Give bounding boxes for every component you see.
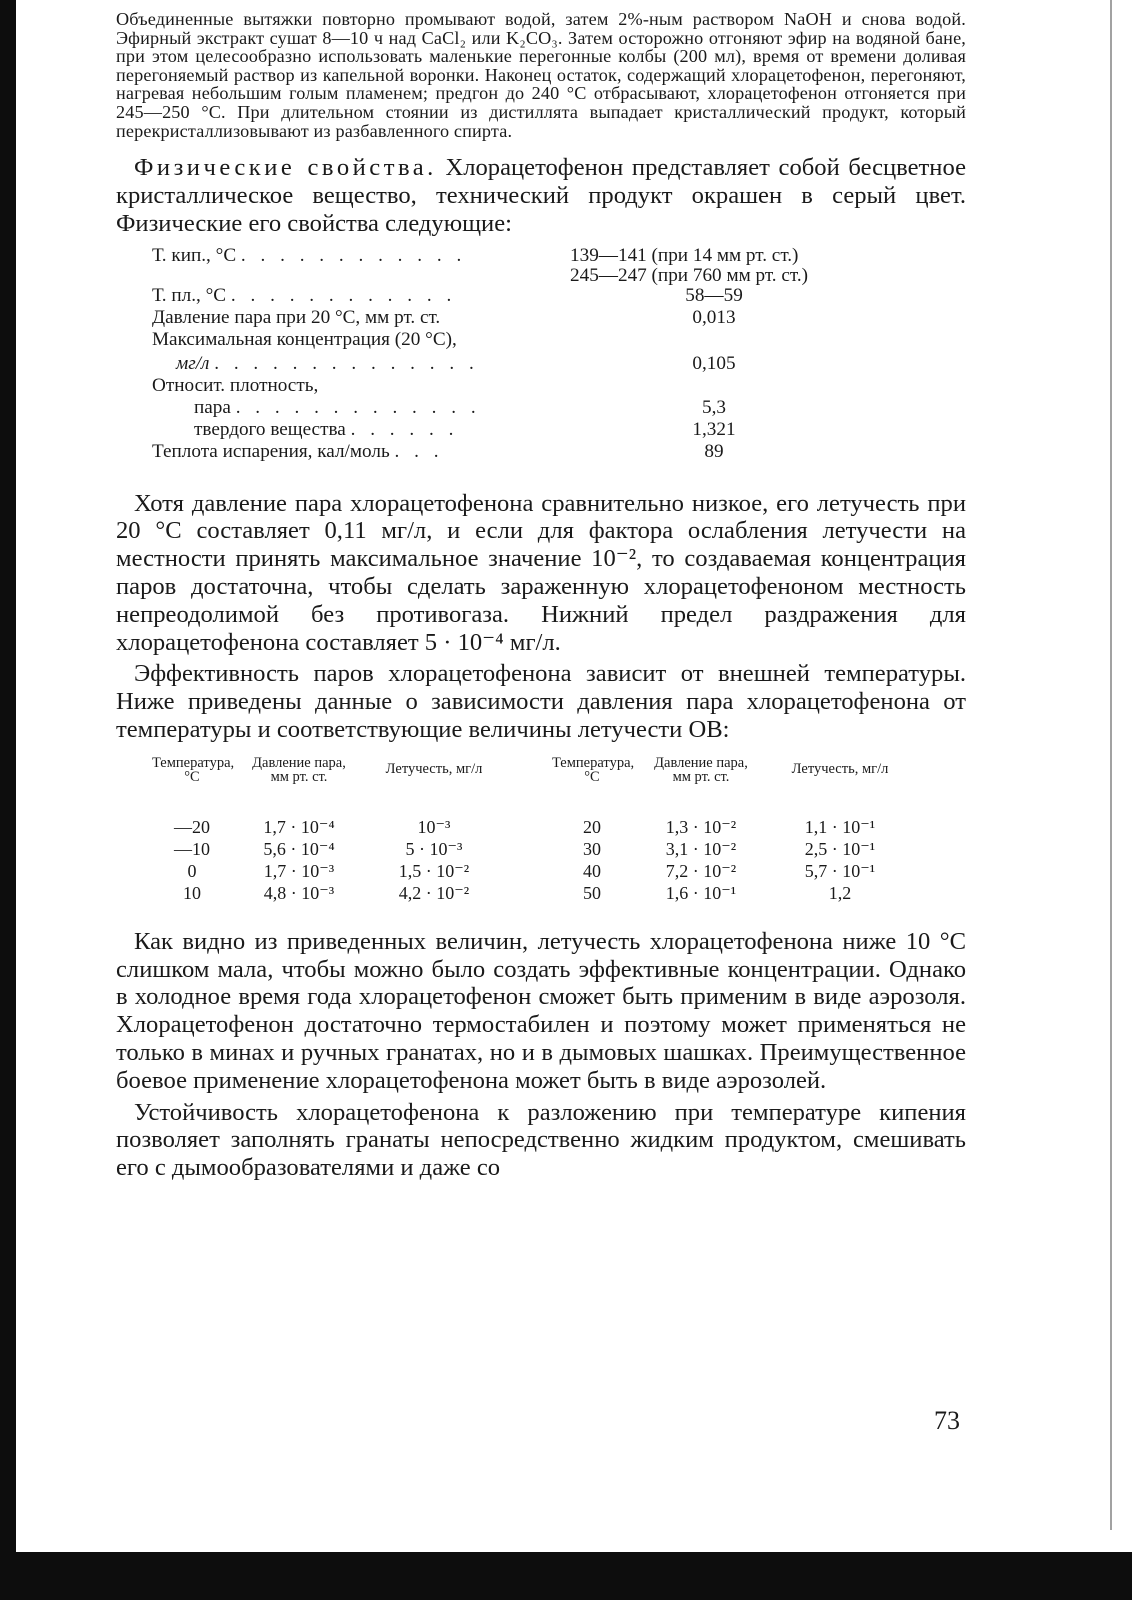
table-cell-temp: 30 [583,838,601,859]
table-cell-volatility: 4,2 · 10⁻² [398,882,470,903]
table-cell-volatility: 5 · 10⁻³ [405,838,463,859]
stability-paragraph: Устойчивость хлорацетофенона к разложению при температуре кипения позволяет заполнять гранаты непосредственно жидким продуктом, смешивать его с дымообразователями и даже со [116,1098,966,1182]
page-content [116,10,966,1182]
heat-row: Теплота испарения, кал/моль . . . [152,440,444,462]
table-cell-temp: 20 [583,816,601,837]
boiling-point-value-2: 245—247 (при 760 мм рт. ст.) [570,264,809,286]
max-concentration-unit-row: мг/л . . . . . . . . . . . . . . [176,352,479,374]
table-cell-volatility: 2,5 · 10⁻¹ [804,838,876,859]
density-solid-value: 1,321 [692,418,736,440]
density-solid-row: твердого вещества . . . . . . [194,418,459,440]
table-cell-pressure: 1,6 · 10⁻¹ [665,882,737,903]
table-cell-temp: 40 [583,860,601,881]
page-number: 73 [934,1406,960,1435]
table-cell-volatility: 5,7 · 10⁻¹ [804,860,876,881]
vapor-pressure-label: Давление пара при 20 °С, мм рт. ст. [152,306,441,328]
table-cell-temp: —20 [174,816,210,837]
table-cell-volatility: 10⁻³ [417,816,451,837]
melting-point-row: Т. пл., °С . . . . . . . . . . . . [152,284,457,306]
aerosol-paragraph: Как видно из приведенных величин, летучесть хлорацетофенона ниже 10 °С слишком мала, чтобы можно было создать эффективные концентрации. Однако в холодное время года хлорацетофенон сможет быть применим в виде аэрозоля. Хлорацетофенон достаточно термостабилен и поэтому может применяться не только в минах и ручных гранатах, но и в дымовых шашках. Преимущественное боевое применение хлорацетофенона может быть в виде аэрозолей. [116,927,966,1094]
melting-point-label: Т. пл., °С [152,284,227,306]
table-cell-temp: 10 [183,882,201,903]
boiling-point-label: Т. кип., °С [152,244,237,266]
boiling-point-value-1: 139—141 (при 14 мм рт. ст.) [570,244,799,266]
density-vapor-row: пара . . . . . . . . . . . . . [194,396,481,418]
table-header-temp-right: Температура, °С [552,754,635,785]
melting-point-value: 58—59 [685,284,743,306]
properties-list [116,246,966,478]
table-cell-pressure: 1,7 · 10⁻⁴ [263,816,335,837]
scan-left-border [0,0,16,1600]
effectiveness-paragraph: Эффективность паров хлорацетофенона зависит от внешней температуры. Ниже приведены данные о зависимости давления пара хлорацетофенона от температуры и соответствующие величины летучести ОВ: [116,660,966,743]
table-header-temp-left: Температура, °С [152,754,235,785]
table-cell-pressure: 7,2 · 10⁻² [665,860,737,881]
volatility-paragraph: Хотя давление пара хлорацетофенона сравнительно низкое, его летучесть при 20 °С составляет 0,11 мг/л, и если для фактора ослабления летучести на местности принять максимальное значение 10⁻², то создаваемая концентрация паров достаточна, чтобы сделать зараженную хлорацетофеноном местность непреодолимой без противогаза. Нижний предел раздражения для хлорацетофенона составляет 5 · 10⁻⁴ мг/л. [116,489,966,656]
max-concentration-unit: мг/л [176,352,210,374]
max-concentration-value: 0,105 [692,352,736,374]
table-cell-volatility: 1,1 · 10⁻¹ [804,816,876,837]
physical-properties-heading: Физические свойства. [134,154,437,182]
heat-value: 89 [704,440,724,462]
table-cell-pressure: 3,1 · 10⁻² [665,838,737,859]
intro-paragraph: Объединенные вытяжки повторно промывают водой, затем 2%-ным раствором NaOH и снова водой. Эфирный экстракт сушат 8—10 ч над CaCl₂ или K₂CO₃. Затем осторожно отгоняют эфир на водяной бане, при этом целесообразно использовать маленькие перегонные колбы (200 мл), время от времени доливая перегоняемый раствор из капельной воронки. Наконец остаток, содержащий хлорацетофенон, перегоняют, нагревая небольшим голым пламенем; предгон до 240 °С отбрасывают, хлорацетофенон отгоняется при 245—250 °С. При длительном стоянии из дистиллята выпадает кристаллический продукт, который перекристаллизовывают из разбавленного спирта. [116,9,966,141]
vapor-pressure-table [116,756,966,906]
table-cell-pressure: 5,6 · 10⁻⁴ [263,838,335,859]
table-cell-volatility: 1,5 · 10⁻² [398,860,470,881]
scan-bottom-border [0,1552,1132,1600]
table-cell-volatility: 1,2 [828,882,852,903]
table-cell-pressure: 1,3 · 10⁻² [665,816,737,837]
vapor-pressure-value: 0,013 [692,306,736,328]
table-header-volatility-left: Летучесть, мг/л [385,760,483,777]
density-solid-label: твердого вещества [194,418,346,440]
density-label: Относит. плотность, [152,374,319,396]
heat-label: Теплота испарения, кал/моль [152,440,390,462]
table-header-volatility-right: Летучесть, мг/л [791,760,889,777]
table-cell-temp: 50 [583,882,601,903]
density-vapor-label: пара [194,396,231,418]
physical-properties-paragraph [116,154,966,237]
density-vapor-value: 5,3 [702,396,726,418]
max-concentration-label: Максимальная концентрация (20 °С), [152,328,457,350]
table-cell-pressure: 1,7 · 10⁻³ [263,860,335,881]
table-cell-pressure: 4,8 · 10⁻³ [263,882,335,903]
table-header-pressure-left: Давление пара, мм рт. ст. [252,754,346,785]
table-header-pressure-right: Давление пара, мм рт. ст. [654,754,748,785]
table-cell-temp: 0 [187,860,197,881]
physical-properties-text: Хлорацетофенон представляет собой бесцветное кристаллическое вещество, технический продукт окрашен в серый цвет. Физические его свойства следующие: [116,154,966,237]
scan-right-edge [1110,0,1112,1530]
table-cell-temp: —10 [174,838,210,859]
boiling-point-row: Т. кип., °С . . . . . . . . . . . . [152,244,467,266]
